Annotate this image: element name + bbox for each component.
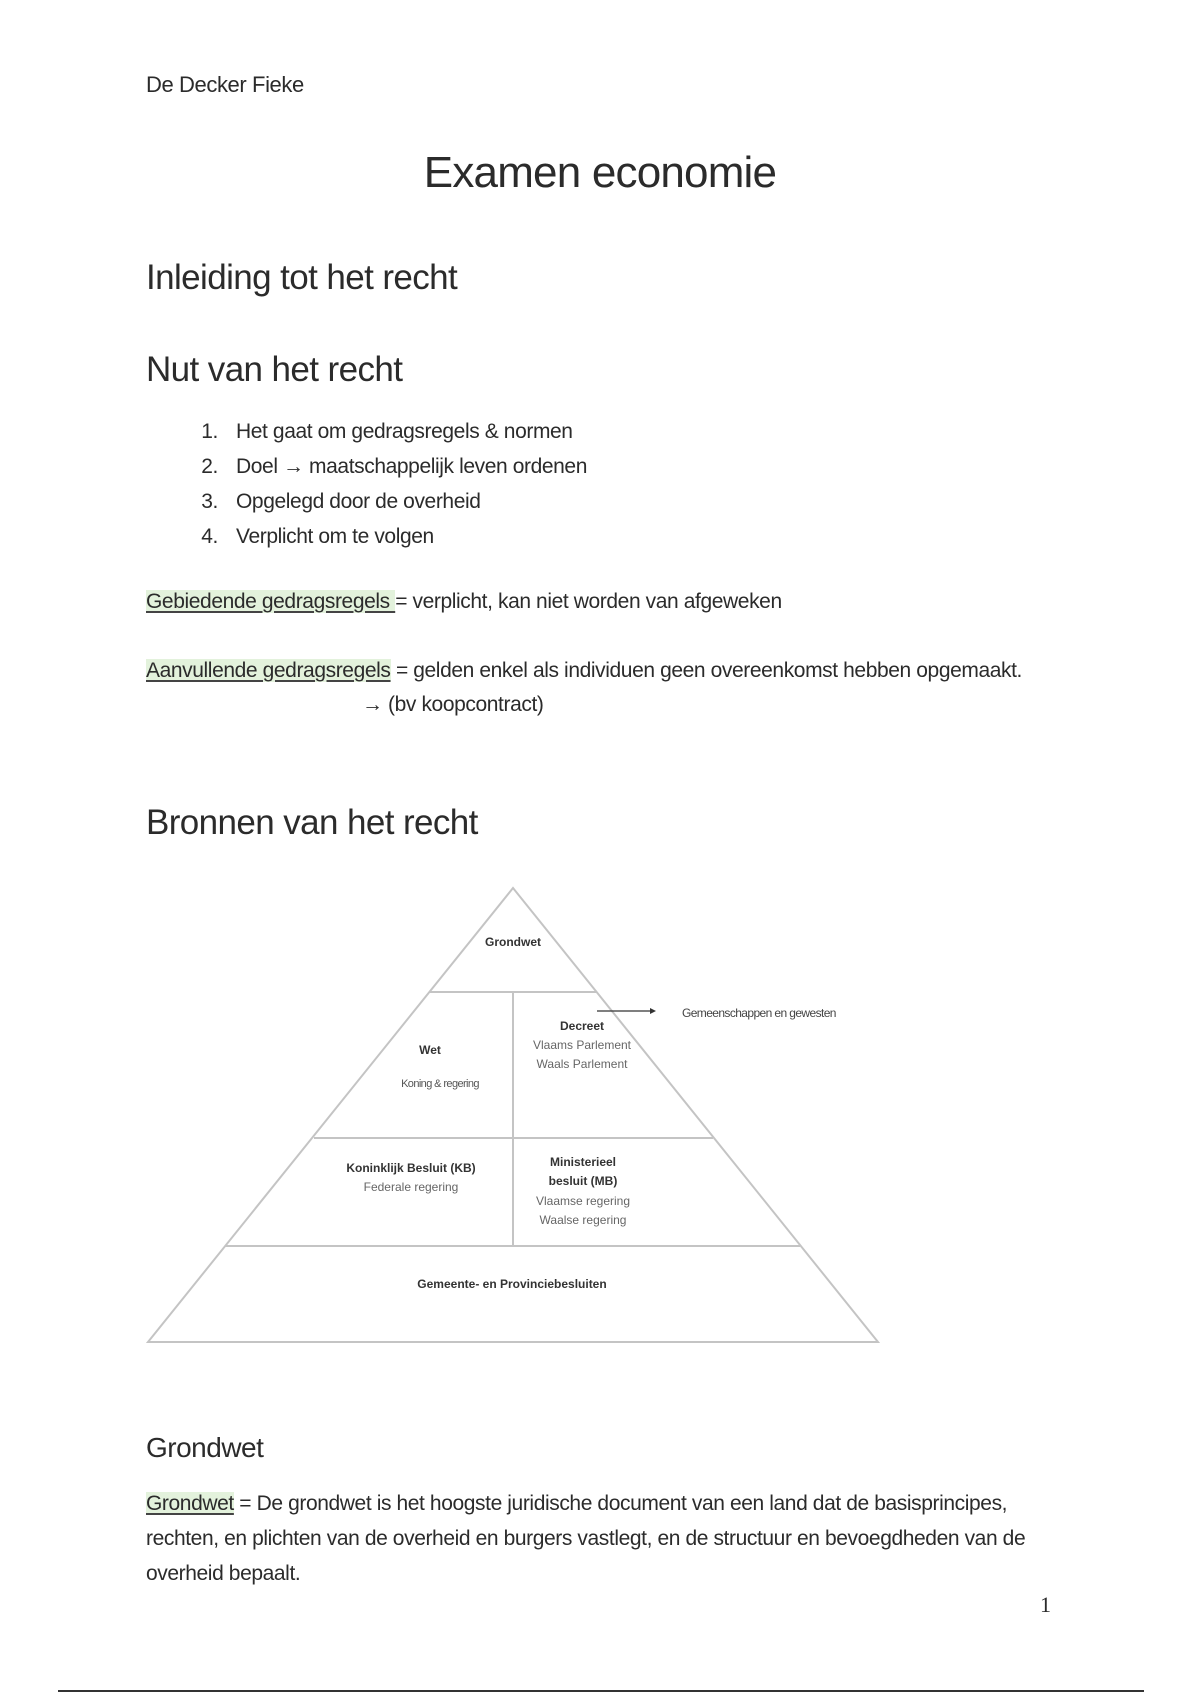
arrow-gemeenschappen <box>597 1008 656 1014</box>
aanvullende-note: → (bv koopcontract) <box>362 693 544 716</box>
list-text: Opgelegd door de overheid <box>236 490 481 513</box>
list-text: Het gaat om gedragsregels & normen <box>236 420 573 443</box>
mb-title-2: besluit (MB) <box>548 1174 618 1188</box>
decreet-title: Decreet <box>559 1019 605 1033</box>
gebiedende-text: = verplicht, kan niet worden van afgeweken <box>395 590 782 613</box>
arrow-head-icon <box>650 1008 656 1014</box>
decreet-sub-1: Vlaams Parlement <box>532 1038 632 1052</box>
section-heading-bronnen: Bronnen van het recht <box>146 803 478 842</box>
list-text: Verplicht om te volgen <box>236 525 434 548</box>
section-heading-grondwet: Grondwet <box>146 1432 264 1463</box>
pyramid-top-label: Grondwet <box>485 935 541 949</box>
mb-title-1: Ministerieel <box>549 1155 617 1169</box>
aanvullende-text: = gelden enkel als individuen geen overeenkomst hebben opgemaakt. <box>390 659 1022 682</box>
mb-sub-2: Waalse regering <box>539 1213 627 1227</box>
list-number: 2. <box>201 455 218 478</box>
page-bottom-rule <box>58 1690 1144 1692</box>
wet-sub: Koning & regering <box>401 1078 479 1090</box>
gebiedende-term: Gebiedende gedragsregels <box>146 590 396 613</box>
list-number: 4. <box>201 525 218 548</box>
kb-sub: Federale regering <box>363 1180 459 1194</box>
grondwet-term: Grondwet <box>146 1492 234 1515</box>
decreet-sub-2: Waals Parlement <box>536 1057 628 1071</box>
pyramid-base-label: Gemeente- en Provinciebesluiten <box>417 1277 607 1291</box>
grondwet-text: = De grondwet is het hoogste juridische document van een land dat de basisprincipes, rechten, en plichten van de overheid en burgers vastlegt, en de structuur en bevoegdheden van de overheid bepaalt. <box>146 1492 1026 1585</box>
mb-sub-1: Vlaamse regering <box>535 1194 631 1208</box>
grondwet-definition <box>146 1486 1046 1591</box>
section-heading-intro: Inleiding tot het recht <box>146 258 458 297</box>
list-text: Doel → maatschappelijk leven ordenen <box>236 455 587 478</box>
page-number: 1 <box>1040 1592 1051 1617</box>
wet-title: Wet <box>419 1043 441 1057</box>
author-name: De Decker Fieke <box>146 72 304 97</box>
arrow-label: Gemeenschappen en gewesten <box>682 1006 836 1020</box>
list-number: 1. <box>201 420 218 443</box>
aanvullende-term: Aanvullende gedragsregels <box>146 659 391 682</box>
document-title: Examen economie <box>423 148 777 197</box>
kb-title: Koninklijk Besluit (KB) <box>346 1161 476 1175</box>
list-number: 3. <box>201 490 218 513</box>
section-heading-nut: Nut van het recht <box>146 350 403 389</box>
